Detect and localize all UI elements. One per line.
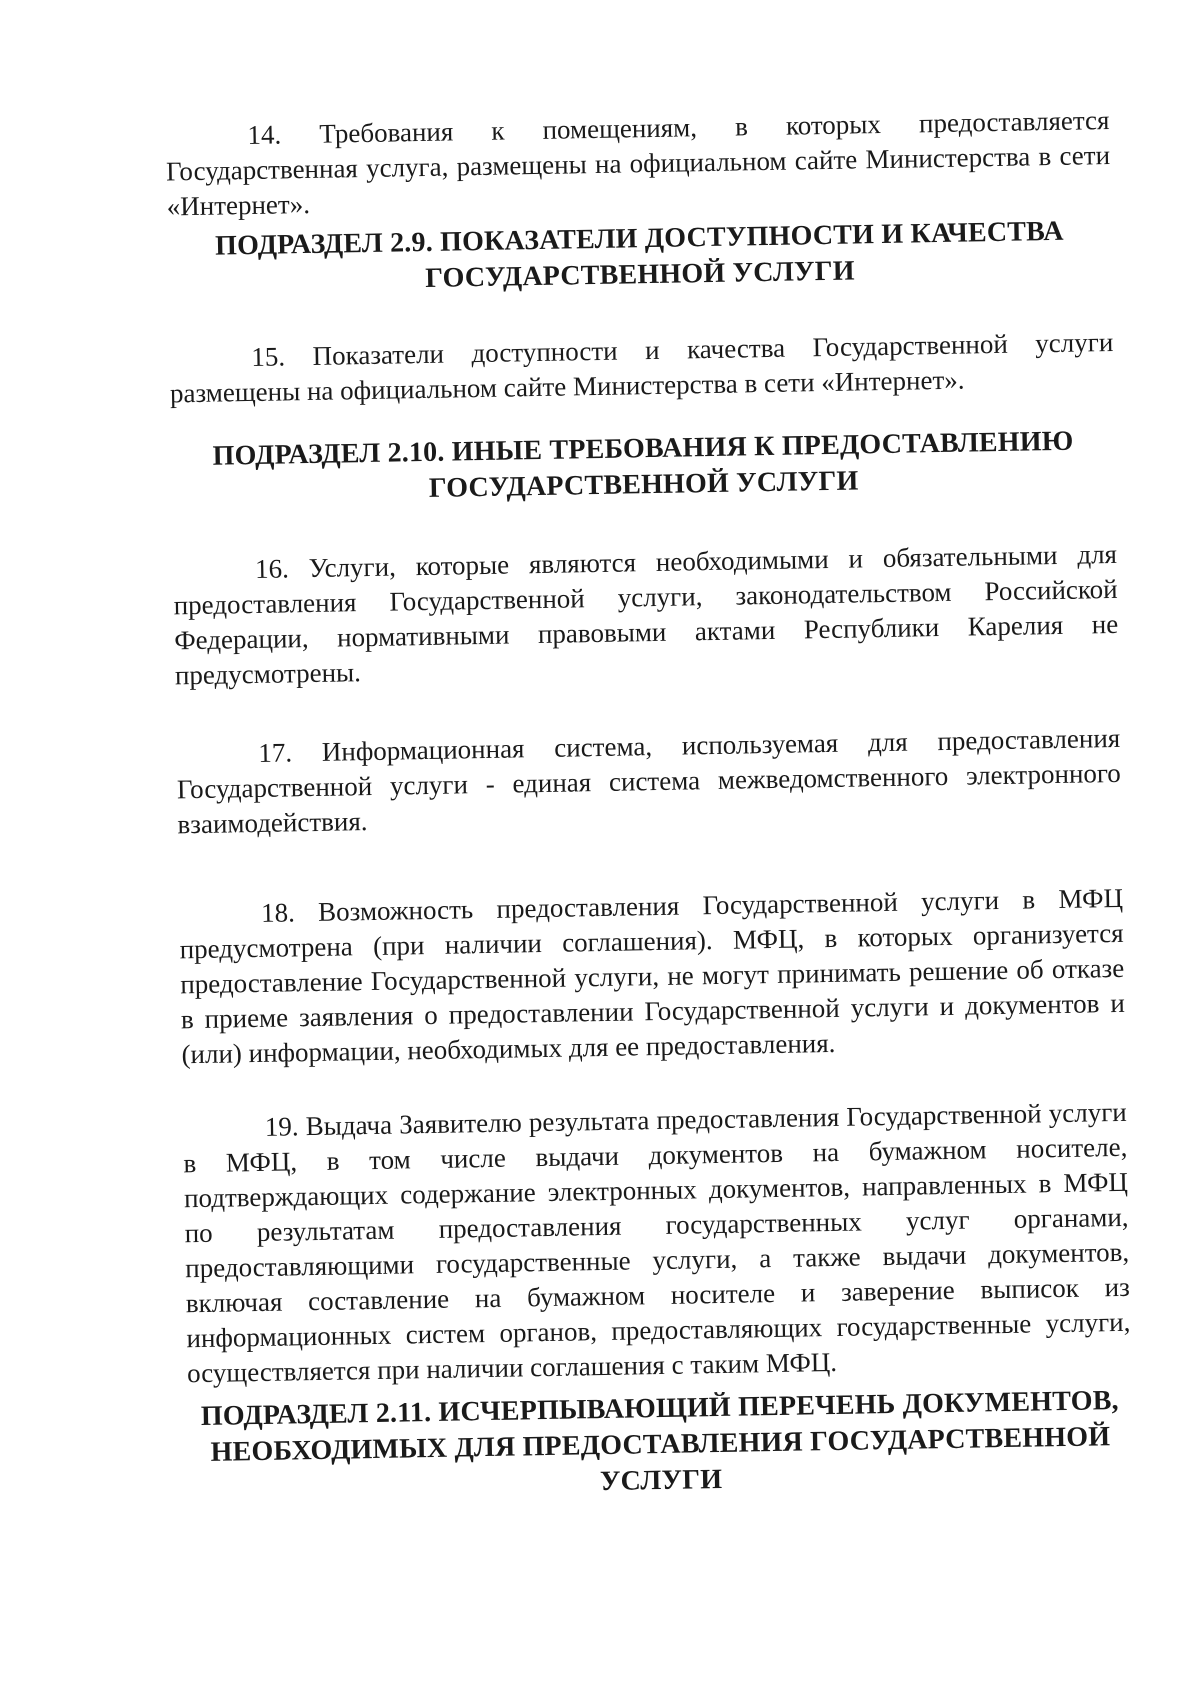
paragraph-18-block [179,881,1126,1072]
paragraph-14-block [165,103,1111,224]
paragraph-18: 18. Возможность предоставления Государственной услуги в МФЦ предусмотрена (при наличии соглашения). МФЦ, в которых организуется предоставление Государственной услуги, не могут принимать решение об отказе в приеме заявления о предоставлении Государственной услуги и документов и (или) информации, необходимых для ее предоставления. [179,882,1126,1070]
heading-subsection-2-10 [171,423,1116,511]
heading-subsection-2-11 [188,1383,1134,1507]
paragraph-15-block [169,325,1114,411]
paragraph-19: 19. Выдача Заявителю результата предоставления Государственной услуги в МФЦ, в том числе выдачи документов на бумажном носителе, подтверждающих содержание электронных документов, направленных в МФЦ по результатам предоставления государственных услуг органами, предоставляющими государственные услуги, а также выдачи документов, включая составление на бумажном носителе и заверение выписок из информационных систем органов, предоставляющих государственные услуги, осуществляется при наличии соглашения с таким МФЦ. [183,1096,1131,1389]
paragraph-16: 16. Услуги, которые являются необходимыми и обязательными для предоставления Государственной услуги, законодательством Российской Федерации, нормативными правовыми актами Республики Карелия не предусмотрены. [173,538,1119,691]
heading-subsection-2-9 [167,213,1112,301]
heading-line: ПОДРАЗДЕЛ 2.10. ИНЫЕ ТРЕБОВАНИЯ К ПРЕДОСТАВЛЕНИЮ [212,425,1074,472]
paragraph-19-block [183,1095,1132,1391]
paragraph-17: 17. Информационная система, используемая для предоставления Государственной услуги - единая система межведомственного электронного взаимодействия. [176,722,1122,840]
heading-line: ГОСУДАРСТВЕННОЙ УСЛУГИ [428,465,859,504]
heading-line: ГОСУДАРСТВЕННОЙ УСЛУГИ [424,255,856,294]
heading-line: НЕОБХОДИМЫХ ДЛЯ ПРЕДОСТАВЛЕНИЯ ГОСУДАРСТВЕННОЙ [210,1421,1111,1468]
heading-line: ПОДРАЗДЕЛ 2.9. ПОКАЗАТЕЛИ ДОСТУПНОСТИ И КАЧЕСТВА [214,215,1064,262]
heading-line: ПОДРАЗДЕЛ 2.11. ИСЧЕРПЫВАЮЩИЙ ПЕРЕЧЕНЬ ДОКУМЕНТОВ, [200,1385,1120,1433]
heading-line: УСЛУГИ [599,1463,723,1498]
paragraph-14: 14. Требования к помещениям, в которых предоставляется Государственная услуга, размещены на официальном сайте Министерства в сети «Интернет». [165,105,1111,222]
paragraph-16-block [173,537,1119,693]
paragraph-17-block [176,721,1122,842]
paragraph-15: 15. Показатели доступности и качества Государственной услуги размещены на официальном сайте Министерства в сети «Интернет». [169,326,1114,409]
